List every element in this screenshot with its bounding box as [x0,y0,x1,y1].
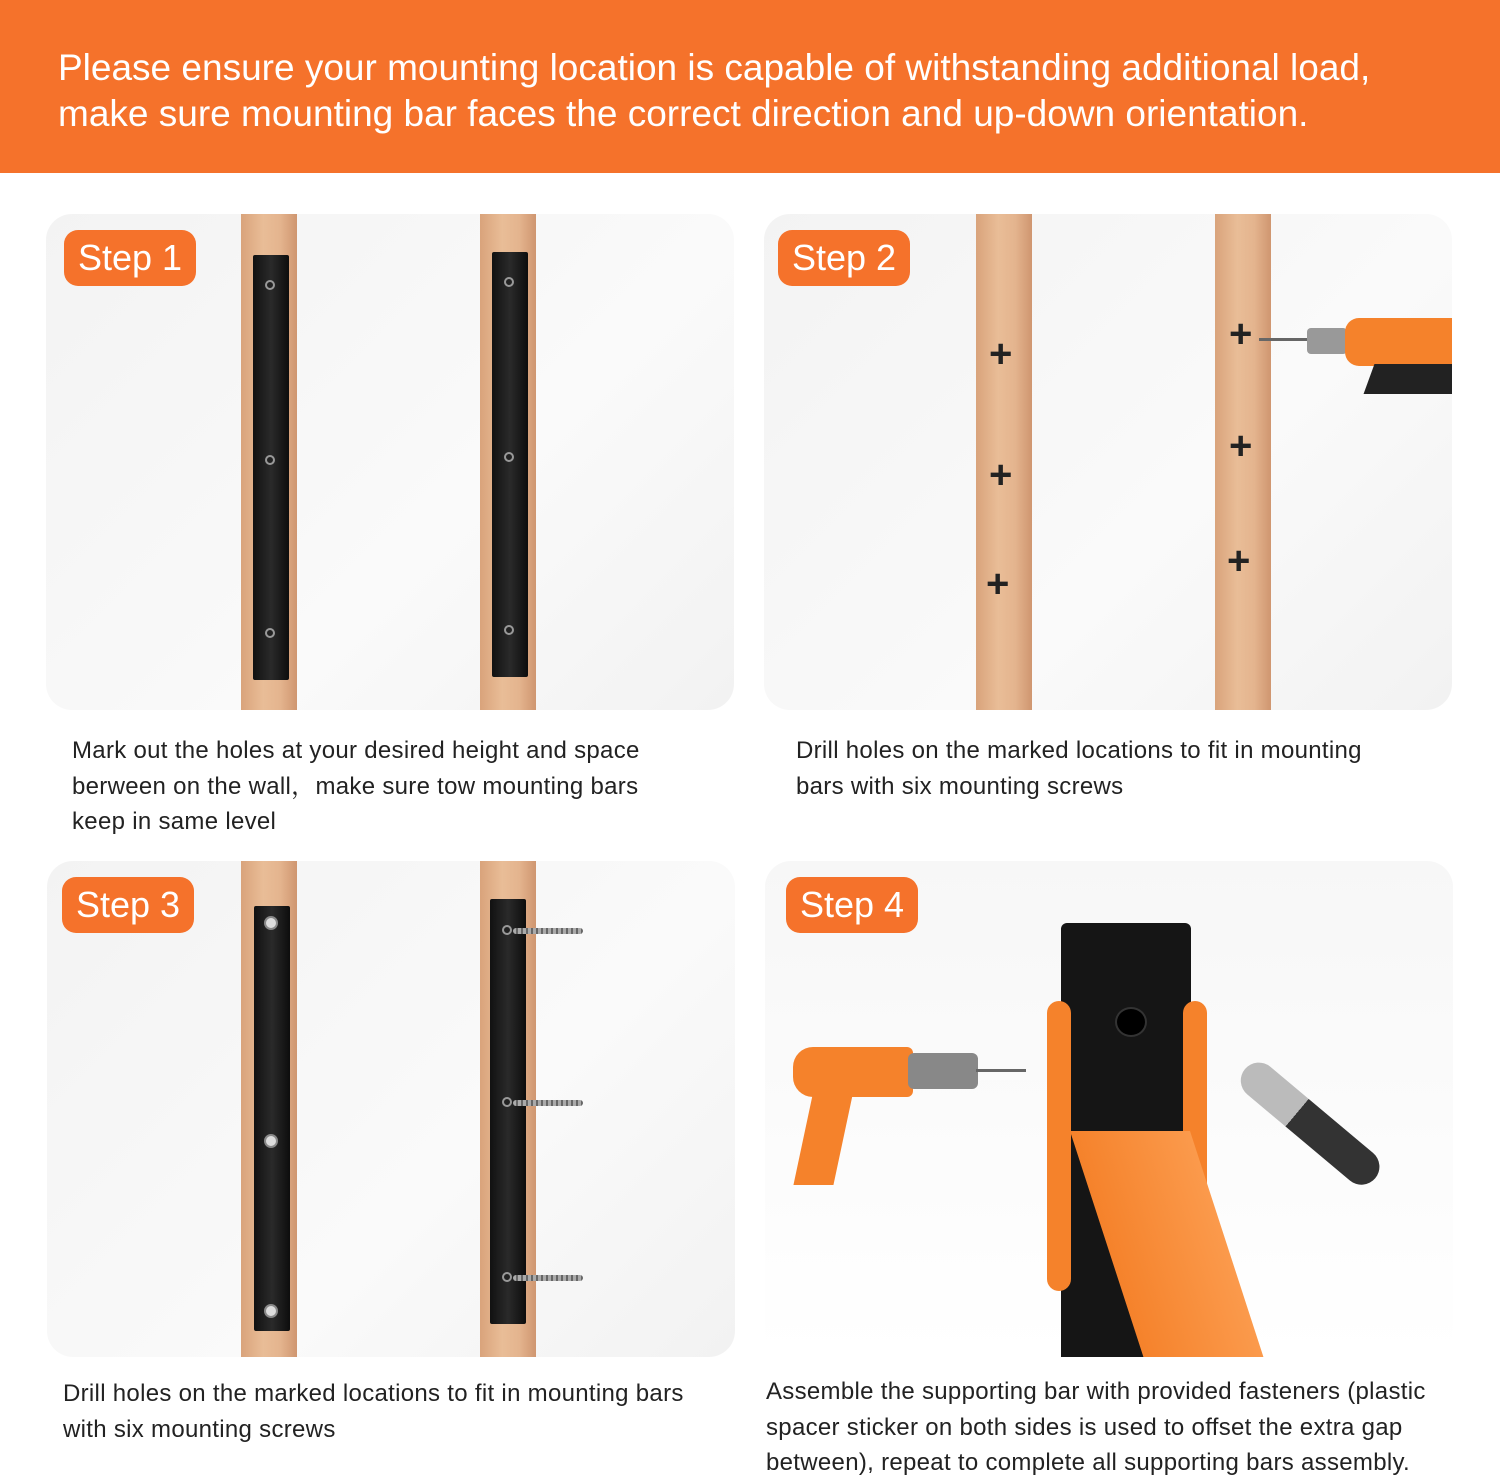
mark-icon: + [1227,539,1251,583]
caption-line: Mark out the holes at your desired height and space [72,737,640,764]
header-banner [0,0,1500,173]
step-2-caption [796,733,1362,804]
caption-line: berween on the wall，make sure tow mounting bars [72,772,639,800]
step-2-badge: Step 2 [778,230,910,286]
screw-icon [513,1100,583,1106]
mark-icon: + [986,562,1010,606]
mounting-bar [492,252,528,677]
step-3-caption [63,1376,684,1447]
header-line-2: make sure mounting bar faces the correct direction and up-down orientation. [58,93,1309,134]
caption-line: keep in same level [72,808,277,835]
caption-line: bars with six mounting screws [796,772,1124,800]
screw-icon [513,1275,583,1281]
mark-icon: + [989,332,1013,376]
caption-line: with six mounting screws [63,1415,336,1443]
mounting-bar [253,255,289,680]
step-3-badge: Step 3 [62,877,194,933]
caption-line: spacer sticker on both sides is used to offset the extra gap [766,1413,1403,1441]
header-line-1: Please ensure your mounting location is capable of withstanding additional load, [58,47,1371,88]
step-4-caption [766,1374,1426,1481]
screw-icon [513,928,583,934]
caption-line: Assemble the supporting bar with provided fasteners (plastic [766,1378,1426,1405]
mounting-bar [254,906,290,1331]
mark-icon: + [1229,424,1253,468]
side-plate [1047,1001,1071,1291]
step-1-caption [72,733,640,840]
step-1-badge: Step 1 [64,230,196,286]
mark-icon: + [989,453,1013,497]
step-4-badge: Step 4 [786,877,918,933]
caption-line: Drill holes on the marked locations to fit in mounting bars [63,1380,684,1407]
step-2-panel [764,214,1452,710]
caption-line: between), repeat to complete all supporting bars assembly. [766,1449,1410,1476]
bracket-hole [1115,1007,1147,1037]
mounting-bar [490,899,526,1324]
mark-icon: + [1229,312,1253,356]
step-4-panel [765,861,1453,1357]
wrench-icon [1233,1055,1386,1192]
step-1-panel [46,214,734,710]
caption-line: Drill holes on the marked locations to fit in mounting [796,737,1362,764]
step-3-panel [47,861,735,1357]
